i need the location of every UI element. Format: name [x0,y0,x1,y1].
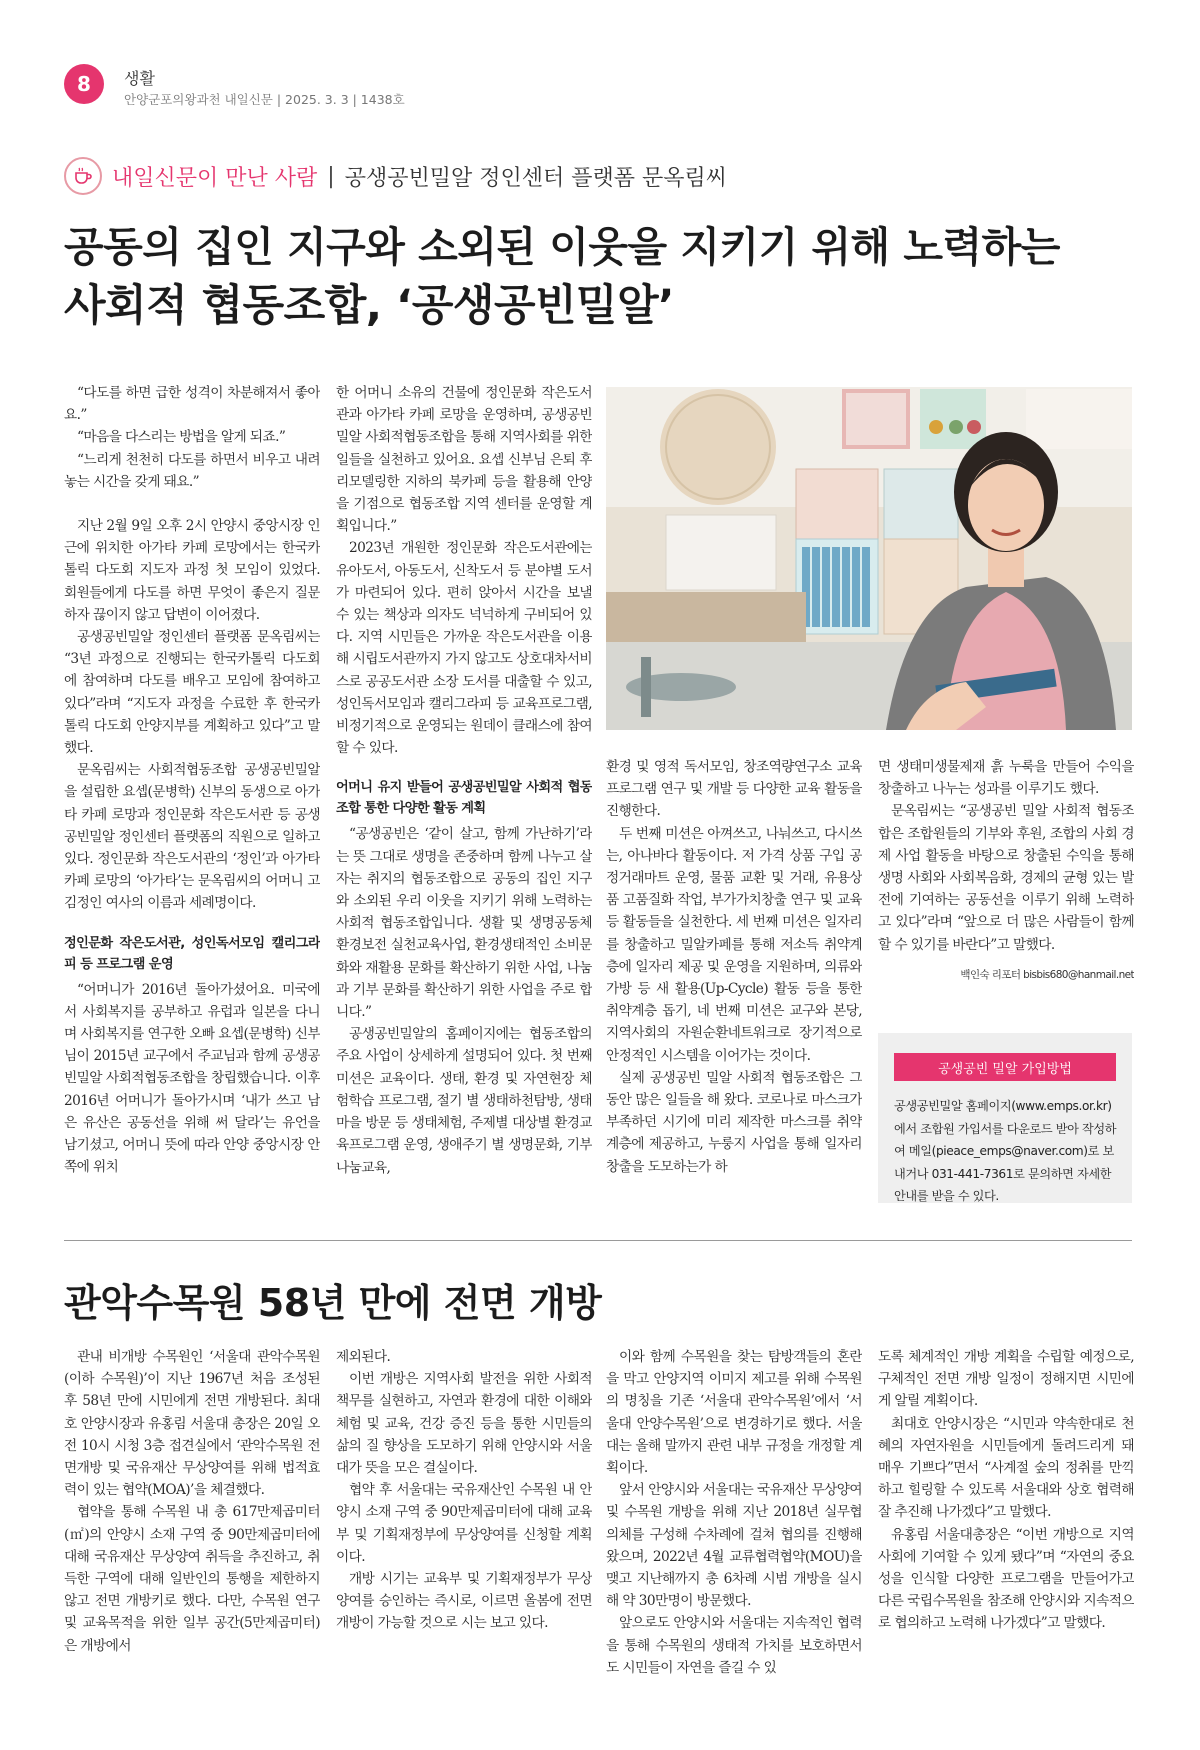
interview-photo [606,387,1132,730]
membership-info-box [878,1033,1132,1203]
headline-line-2: 사회적 협동조합, ‘공생공빈밀알’ [64,281,674,331]
coffee-cup-icon [64,157,102,195]
paragraph: 2023년 개원한 정인문화 작은도서관에는 유아도서, 아동도서, 신착도서 등 분야별 도서가 마련되어 있다. 편히 앉아서 시간을 보낼 수 있는 책상과 의자도 넉넉하게 구비되어 있다. 지역 시민들은 가까운 작은도서관을 이용해 시립도서관까지 가지 않고도 상호대차서비스로 공공도서관 소장 도서를 대출할 수 있고, 성인독서모임과 캘리그라피 등 교육프로그램, 비정기적으로 운영되는 원데이 클래스에 참여할 수 있다. [336,540,592,757]
article2-column-2 [336,1346,592,1676]
paragraph: “공생공빈은 ‘같이 살고, 함께 가난하기’라는 뜻 그대로 생명을 존중하며 함께 나누고 살자는 취지의 협동조합으로 공동의 집인 지구와 소외된 우리 이웃을 지키기 위해 노력하는 사회적 협동조합입니다. 생활 및 생명공동체 환경보전 실천교육사업, 환경생태적인 소비문화와 재활용 문화를 확산하기 위한 사업, 나눔과 기부 문화를 확산하기 위한 사업을 주로 합니다.” [336,826,592,1021]
paragraph: 두 번째 미션은 아껴쓰고, 나눠쓰고, 다시쓰는, 아나바다 활동이다. 저 가격 상품 구입 공정거래마트 운영, 물품 교환 및 거래, 유용상품 고품질화 작업, 부가가치창출 연구 및 교육 등 활동들을 실천한다. 세 번째 미션은 일자리를 창출하고 밀알카페를 통해 저소득 취약계층에 일자리 제공 및 운영을 지원하며, 의류와 가방 등 새 활용(Up-Cycle) 활동 등을 통한 취약계층 돕기, 네 번째 미션은 교구와 본당, 지역사회의 자원순환네트워크로 장기적으로 안정적인 시스템을 이어가는 것이다. [606,825,862,1064]
article1-column-4 [878,756,1134,1018]
paragraph: 이와 함께 수목원을 찾는 탐방객들의 혼란을 막고 안양지역 이미지 제고를 위해 수목원의 명칭을 기존 ‘서울대 관악수목원’에서 ‘서울대 안양수목원’으로 변경하기로 했다. 서울대는 올해 말까지 관련 내부 규정을 개정할 계획이다. [606,1349,862,1477]
paragraph: 공생공빈밀알 정인센터 플랫폼 문옥림씨는 “3년 과정으로 진행되는 한국카톨릭 다도회에 참여하며 다도를 배우고 모임에 참여하고 있다”라며 “지도자 과정을 수료한 후 한국카톨릭 다도회 안양지부를 계획하고 있다”고 말했다. [64,629,320,757]
paragraph: 도록 체계적인 개방 계획을 수립할 예정으로, 구체적인 전면 개방 일정이 정해지면 시민에게 알릴 계획이다. [878,1349,1134,1410]
paragraph: 한 어머니 소유의 건물에 정인문화 작은도서관과 아가타 카페 로망을 운영하며, 공생공빈밀알 사회적협동조합을 통해 지역사회를 위한 일들을 실천하고 있어요. 요셉 신부님 은퇴 후 리모델링한 지하의 북카페 등을 활용해 안양을 기점으로 협동조합 지역 센터를 운영할 계획입니다.” [336,385,592,535]
paragraph: “마음을 다스리는 방법을 알게 되죠.” [77,429,286,446]
infobox-body: 공생공빈밀알 홈페이지(www.emps.or.kr)에서 조합원 가입서를 다운로드 받아 작성하여 메일(pieace_emps@naver.com)로 보내거나 031-441-7361로 문의하면 자세한 안내를 받을 수 있다. [894,1099,1117,1203]
paragraph: 앞으로도 안양시와 서울대는 지속적인 협력을 통해 수목원의 생태적 가치를 보호하면서도 시민들이 자연을 즐길 수 있 [606,1615,862,1676]
publication-info: 안양군포의왕과천 내일신문 | 2025. 3. 3 | 1438호 [124,92,405,107]
kicker-title: 공생공빈밀알 정인센터 플랫폼 문옥림씨 [344,165,727,191]
infobox-title: 공생공빈 밀알 가입방법 [894,1053,1116,1081]
paragraph: 실제 공생공빈 밀알 사회적 협동조합은 그동안 많은 일들을 해 왔다. 코로나로 마스크가 부족하던 시기에 미리 제작한 마스크를 취약계층에 제공하고, 누룽지 사업을 통해 일자리 창출을 도모하는가 하 [606,1069,862,1175]
paragraph: “다도를 하면 급한 성격이 차분해져서 좋아요.” [64,385,320,424]
paragraph: 지난 2월 9일 오후 2시 안양시 중앙시장 인근에 위치한 아가타 카페 로망에서는 한국카톨릭 다도회 지도자 과정 첫 모임이 있었다. 회원들에게 다도를 하면 무엇이 좋은지 질문하자 끊이지 않고 답변이 이어졌다. [64,518,320,623]
article-divider [64,1240,1132,1241]
article2-column-1 [64,1346,320,1676]
paragraph: 협약을 통해 수목원 내 총 617만제곱미터(㎡)의 안양시 소재 구역 중 90만제곱미터에 대해 국유재산 무상양여 취득을 추진하고, 취득한 구역에 대해 일반인의 통행을 제한하지 않고 전면 개방키로 했다. 다만, 수목원 연구 및 교육목적을 위한 일부 공간(5만제곱미터)은 개방에서 [64,1504,320,1654]
subheading: 어머니 유지 받들어 공생공빈밀알 사회적 협동조합 통한 다양한 활동 계획 [336,780,592,817]
paragraph: 제외된다. [336,1349,391,1365]
article-kicker [64,156,727,196]
page-number-badge: 8 [64,64,104,104]
subheading: 정인문화 작은도서관, 성인독서모임 캘리그라피 등 프로그램 운영 [64,935,320,972]
kicker-label: 내일신문이 만난 사람 [112,165,318,191]
paragraph: 최대호 안양시장은 “시민과 약속한대로 천혜의 자연자원을 시민들에게 돌려드리게 돼 매우 기쁘다”면서 “사계절 숲의 정취를 만끽하고 힐링할 수 있도록 서울대와 상호 협력해 잘 추진해 나가겠다”고 말했다. [878,1415,1134,1521]
paragraph: 문옥림씨는 사회적협동조합 공생공빈밀알을 설립한 요셉(문병학) 신부의 동생으로 아가타 카페 로망과 정인문화 작은도서관 등 공생공빈밀알 정인센터 플랫폼의 직원으로 일하고 있다. 정인문화 작은도서관의 ‘정인’과 아가타 카페 로망의 ‘아가타’는 문옥림씨의 어머니 고 김정인 여사의 이름과 세례명이다. [64,762,320,912]
article2-column-3 [606,1346,862,1676]
article1-column-3 [606,756,862,1204]
paragraph: 협약 후 서울대는 국유재산인 수목원 내 안양시 소재 구역 중 90만제곱미터에 대해 교육부 및 기획재정부에 무상양여를 신청할 계획이다. [336,1482,592,1565]
photo-illustration [606,387,1132,730]
article2-headline: 관악수목원 58년 만에 전면 개방 [64,1281,602,1325]
paragraph: 공생공빈밀알의 홈페이지에는 협동조합의 주요 사업이 상세하게 설명되어 있다. 첫 번째 미션은 교육이다. 생태, 환경 및 자연현장 체험학습 프로그램, 절기 별 생태하천탐방, 생태마을 방문 등 생태체험, 주제별 대상별 환경교육프로그램 운영, 생애주기 별 생명문화, 기부나눔교육, [336,1026,592,1176]
paragraph: 면 생태미생물제재 흙 누룩을 만들어 수익을 창출하고 나누는 성과를 이루기도 했다. [878,759,1134,798]
kicker-separator: | [327,163,335,189]
section-name: 생활 [124,69,155,88]
paragraph: “어머니가 2016년 돌아가셨어요. 미국에서 사회복지를 공부하고 유럽과 일본을 다니며 사회복지를 연구한 오빠 요셉(문병학) 신부님이 2015년 교구에서 주교님과 함께 공생공빈밀알 사회적협동조합을 창립했습니다. 이후 2016년 어머니가 돌아가시며 ‘내가 쓰고 남은 유산은 공동선을 위해 써 달라’는 유언을 남기셨고, 어머니 뜻에 따라 안양 중앙시장 안쪽에 위치 [64,981,320,1176]
paragraph: 이번 개방은 지역사회 발전을 위한 사회적 책무를 실현하고, 자연과 환경에 대한 이해와 체험 및 교육, 건강 증진 등을 통한 시민들의 삶의 질 향상을 도모하기 위해 안양시와 서울대가 뜻을 모은 결실이다. [336,1371,592,1477]
paragraph: 유홍림 서울대총장은 “이번 개방으로 지역사회에 기여할 수 있게 됐다”며 “자연의 중요성을 인식할 다양한 프로그램을 만들어가고 다른 국립수목원을 참조해 안양시와 지속적으로 협의하고 노력해 나가겠다”고 말했다. [878,1526,1134,1632]
paragraph: 문옥림씨는 “공생공빈 밀알 사회적 협동조합은 조합원들의 기부와 후원, 조합의 사회 경제 사업 활동을 바탕으로 창출된 수익을 통해 생명 사회와 사회복음화, 경제의 균형 있는 발전에 기여하는 공동선을 이루기 위해 노력하고 있다”라며 “앞으로 더 많은 사람들이 함께 할 수 있기를 바란다”고 말했다. [878,803,1134,953]
article1-column-2 [336,382,592,1204]
paragraph: 관내 비개방 수목원인 ‘서울대 관악수목원(이하 수목원)’이 지난 1967년 처음 조성된 후 58년 만에 시민에게 전면 개방된다. 최대호 안양시장과 유홍림 서울대 총장은 20일 오전 10시 시청 3층 접견실에서 ‘관악수목원 전면개방 및 국유재산 무상양여를 위해 법적효력이 있는 협약(MOA)’을 체결했다. [64,1349,320,1499]
headline-line-1: 공동의 집인 지구와 소외된 이웃을 지키기 위해 노력하는 [64,223,1060,271]
article2-column-4 [878,1346,1134,1676]
paragraph: 개방 시기는 교육부 및 기획재정부가 무상양여를 승인하는 즉시로, 이르면 올봄에 전면 개방이 가능할 것으로 시는 보고 있다. [336,1571,592,1632]
paragraph: “느리게 천천히 다도를 하면서 비우고 내려놓는 시간을 갖게 돼요.” [64,451,320,490]
paragraph: 앞서 안양시와 서울대는 국유재산 무상양여 및 수목원 개방을 위해 지난 2018년 실무협의체를 구성해 수차례에 걸쳐 협의를 진행해왔으며, 2022년 4월 교류협력협약(MOU)을 맺고 지난해까지 총 6차례 시범 개방을 실시해 약 30만명이 방문했다. [606,1482,862,1610]
paragraph: 환경 및 영적 독서모임, 창조역량연구소 교육프로그램 연구 및 개발 등 다양한 교육 활동을 진행한다. [606,759,862,820]
article1-column-1 [64,382,320,1204]
reporter-byline: 백인숙 리포터 bisbis680@hanmail.net [960,968,1134,981]
